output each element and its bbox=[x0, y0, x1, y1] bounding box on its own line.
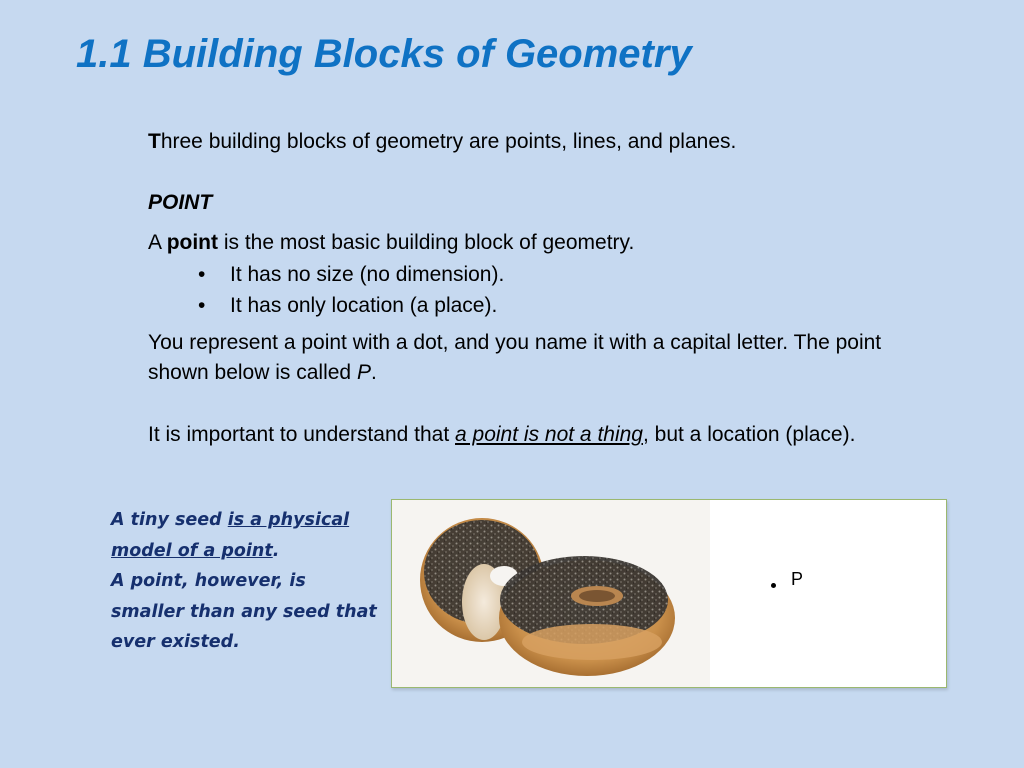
definition-prefix: A bbox=[148, 231, 167, 254]
bullet-text: It has no size (no dimension). bbox=[230, 263, 505, 286]
seed-callout bbox=[111, 505, 381, 658]
definition-suffix: is the most basic building block of geometry. bbox=[218, 231, 635, 254]
point-name: P bbox=[356, 361, 371, 384]
important-suffix: , but a location (place). bbox=[642, 423, 856, 446]
callout-part-a: A tiny seed bbox=[111, 510, 228, 530]
bagel-image bbox=[392, 500, 710, 687]
section-heading: POINT bbox=[148, 191, 213, 214]
figure-frame bbox=[391, 499, 947, 688]
callout-line2: A point, however, is smaller than any seed that ever existed. bbox=[111, 571, 377, 652]
bullet-marker: • bbox=[198, 263, 206, 286]
slide-title: 1.1 Building Blocks of Geometry bbox=[76, 32, 692, 76]
important-paragraph bbox=[148, 420, 888, 450]
intro-first-letter: T bbox=[148, 130, 161, 153]
point-dot bbox=[771, 583, 776, 588]
callout-underlined: is a physical model of a point bbox=[111, 510, 350, 561]
represent-text: You represent a point with a dot, and you name it with a capital letter. The point shown below is called bbox=[148, 331, 882, 384]
bullet-text: It has only location (a place). bbox=[230, 294, 498, 317]
list-item bbox=[196, 290, 504, 321]
represent-end: . bbox=[370, 361, 377, 384]
intro-rest: hree building blocks of geometry are points, lines, and planes. bbox=[160, 130, 737, 153]
point-label: P bbox=[791, 569, 804, 589]
definition-term: point bbox=[166, 231, 218, 254]
callout-part-c: . bbox=[272, 540, 280, 561]
bullet-marker: • bbox=[198, 294, 206, 317]
represent-paragraph bbox=[148, 328, 888, 388]
bullet-list bbox=[196, 259, 504, 321]
intro-text bbox=[148, 127, 888, 157]
important-emphasis: a point is not a thing bbox=[455, 423, 643, 446]
point-definition bbox=[148, 228, 888, 258]
list-item bbox=[196, 259, 504, 290]
important-prefix: It is important to understand that bbox=[148, 423, 456, 446]
bagel-photo bbox=[392, 500, 710, 687]
